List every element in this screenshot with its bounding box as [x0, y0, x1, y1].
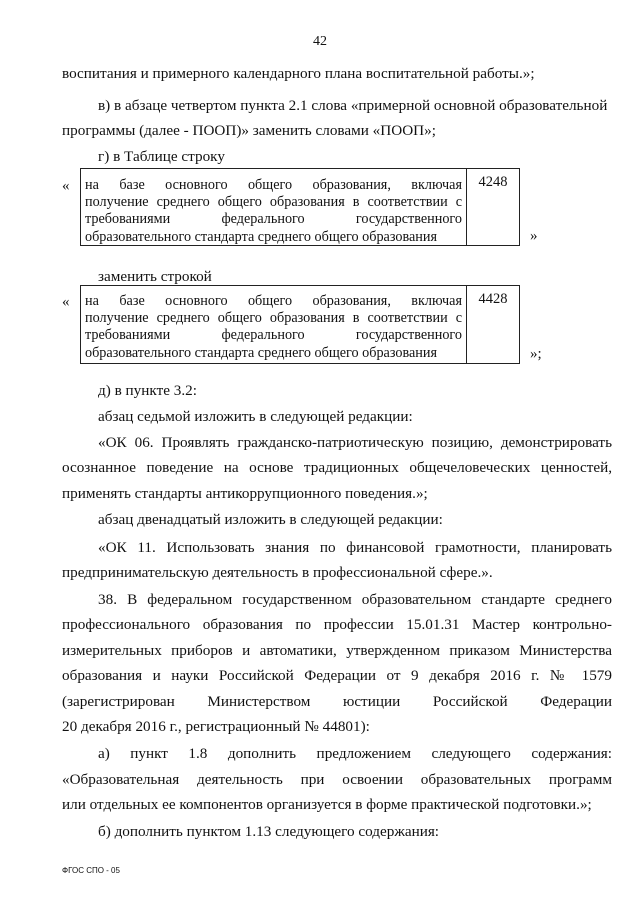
cell-line: требованиями федерального государственного — [85, 327, 462, 344]
text-line: абзац двенадцатый изложить в следующей редакции: — [98, 511, 443, 528]
table-row-new — [80, 285, 520, 364]
text-line: в) в абзаце четвертом пункта 2.1 слова «примерной основной образовательной — [98, 97, 608, 114]
table-cell-description — [81, 286, 467, 363]
table-cell-value: 4428 — [478, 291, 508, 307]
cell-line: получение среднего общего образования в соответствии с — [85, 194, 462, 211]
text-line: 38. В федеральном государственном образовательном стандарте среднего — [98, 591, 612, 608]
text-line: б) дополнить пунктом 1.13 следующего содержания: — [98, 823, 440, 840]
cell-line: на базе основного общего образования, включая — [85, 293, 462, 309]
text-line: «Образовательная деятельность при освоении образовательных программ — [62, 771, 612, 788]
text-line: профессионального образования по профессии 15.01.31 Мастер контрольно- — [62, 616, 612, 633]
open-quote: « — [62, 178, 70, 194]
text-line: измерительных приборов и автоматики, утвержденном приказом Министерства — [62, 642, 612, 659]
text-line: или отдельных ее компонентов организуется в форме практической подготовки.»; — [62, 796, 592, 813]
text-line: программы (далее - ПООП)» заменить словами «ПООП»; — [62, 122, 436, 139]
text-line: абзац седьмой изложить в следующей редакции: — [98, 408, 413, 425]
table-cell-description — [81, 169, 467, 245]
page-number: 42 — [313, 34, 327, 49]
text-line: г) в Таблице строку — [98, 148, 225, 165]
close-quote: » — [530, 228, 538, 244]
text-line: воспитания и примерного календарного плана воспитательной работы.»; — [62, 65, 535, 82]
text-line: «ОК 06. Проявлять гражданско-патриотическую позицию, демонстрировать — [98, 434, 612, 451]
cell-line: на базе основного общего образования, включая — [85, 177, 462, 193]
text-line: д) в пункте 3.2: — [98, 382, 197, 399]
table-row-old — [80, 168, 520, 246]
text-line: «ОК 11. Использовать знания по финансовой грамотности, планировать — [98, 539, 612, 556]
cell-line: образовательного стандарта среднего общего образования — [85, 228, 437, 245]
cell-line: образовательного стандарта среднего общего образования — [85, 344, 437, 361]
table-cell-value: 4248 — [478, 174, 508, 190]
cell-line: получение среднего общего образования в соответствии с — [85, 310, 462, 327]
text-line: образования и науки Российской Федерации от 9 декабря 2016 г. № 1579 — [62, 667, 612, 684]
text-line: заменить строкой — [98, 268, 212, 285]
text-line: применять стандарты антикоррупционного поведения.»; — [62, 485, 428, 502]
open-quote: « — [62, 294, 70, 310]
footer-code: ФГОС СПО - 05 — [62, 866, 120, 875]
text-line: осознанное поведение на основе традиционных общечеловеческих ценностей, — [62, 459, 612, 476]
cell-line: требованиями федерального государственного — [85, 211, 462, 228]
close-quote: »; — [530, 346, 542, 362]
text-line: (зарегистрирован Министерством юстиции Российской Федерации — [62, 693, 612, 710]
text-line: а) пункт 1.8 дополнить предложением следующего содержания: — [98, 745, 612, 762]
text-line: предпринимательскую деятельность в профессиональной сфере.». — [62, 564, 493, 581]
text-line: 20 декабря 2016 г., регистрационный № 44801): — [62, 718, 370, 735]
